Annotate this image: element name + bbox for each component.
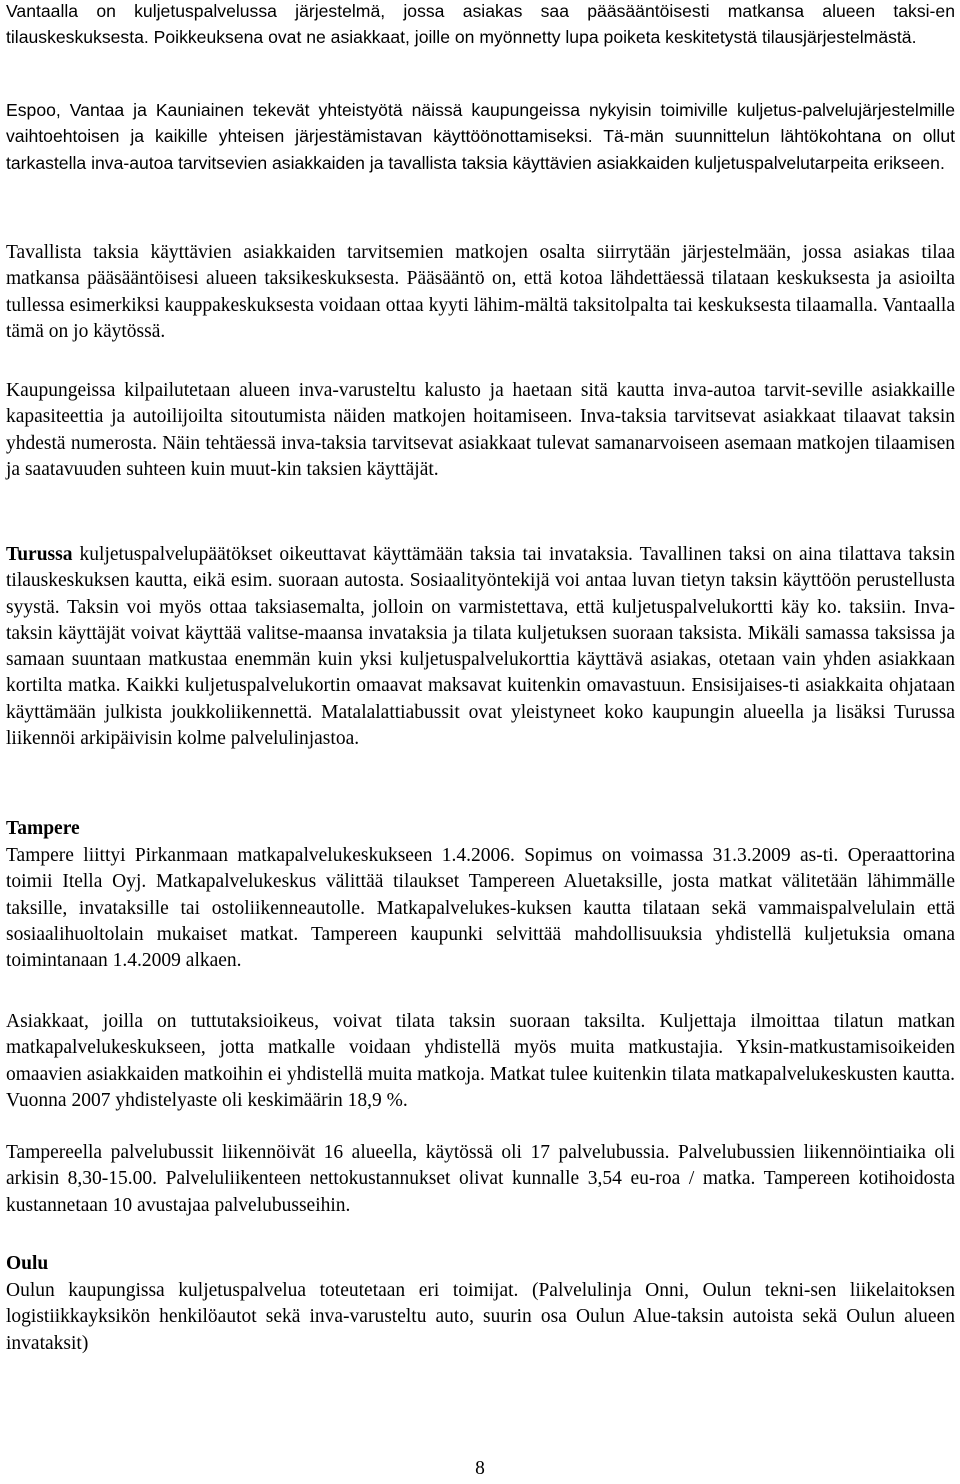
paragraph-tampere-2: Asiakkaat, joilla on tuttutaksioikeus, voivat tilata taksin suoraan taksilta. Kuljettaja ilmoittaa tilatun matkan matkapalvelukeskukseen, jotta matkalle voidaan yhdistellä myös muita matkustajia. Yksin-matkustamisoikeiden omaavien asiakkaiden matkoihin ei yhdistellä muita matkoja. Matkat tulee kuitenkin tilata matkapalvelukeskusten kautta. Vuonna 2007 yhdistelyaste oli keskimäärin 18,9 %. [6, 1011, 955, 1111]
paragraph-turku [6, 542, 955, 752]
page-number: 8 [475, 1458, 485, 1479]
paragraph-espoo-vantaa-kauniainen: Espoo, Vantaa ja Kauniainen tekevät yhteistyötä näissä kaupungeissa nykyisin toimiville kuljetus-palvelujärjestelmille vaihtoehtoisen ja kaikille yhteisen järjestämistavan käyttöönottamiseksi. Tä-män suunnittelun lähtökohtana on ollut tarkastella inva-autoa tarvitsevien asiakkaiden ja tavallista taksia käyttävien asiakkaiden kuljetuspalvelutarpeita erikseen. [6, 100, 955, 173]
oulu-heading: Oulu [6, 1253, 49, 1274]
paragraph-oulu: Oulun kaupungissa kuljetuspalvelua toteutetaan eri toimijat. (Palvelulinja Onni, Oulun tekni-sen liikelaitoksen logistiikkayksikön henkilöautot sekä inva-varusteltu auto, suurin osa Oulun Alue-taksin autoista sekä Oulun alueen invataksit) [6, 1280, 955, 1354]
turku-heading: Turussa [6, 544, 73, 565]
paragraph-inva-taxi: Kaupungeissa kilpailutetaan alueen inva-varusteltu kalusto ja haetaan sitä kautta inva-autoa tarvit-seville asiakkaille kapasiteettia ja autoilijoilta sitoutumista näiden matkojen hoitamiseen. Inva-taksia tarvitsevat asiakkaat tilaavat taksin yhdestä numerosta. Näin tehtäessä inva-taksia tarvitsevat asiakkaat tulevat samanarvoiseen asemaan matkojen tilaamisen ja saatavuuden suhteen kuin muut-kin taksien käyttäjät. [6, 380, 955, 480]
turku-text: kuljetuspalvelupäätökset oikeuttavat käyttämään taksia tai invataksia. Tavallinen taksi on aina tilattava taksin tilauskeskuksen kautta, eikä esim. suoraan autosta. Sosiaalityöntekijä voi antaa luvan tietyn taksin käyttöön perustellusta syystä. Taksin voi myös ottaa taksiasemalta, jolloin on varmistettava, että kuljetuspalvelukortti käy ko. taksiin. Inva-taksin käyttäjät voivat käyttää valitse-maansa invataksia ja tilata kuljetuksen suoraan taksista. Mikäli samassa taksissa ja samaan suuntaan matkustaa enemmän kuin yksi kuljetuspalvelukorttia käyttävä asiakas, otetaan vain yhden asiakkaan kortilta matka. Kaikki kuljetuspalvelukortin omaavat maksavat kuitenkin omavastuun. Ensisijaises-ti asiakkaita ohjataan käyttämään julkista joukkoliikennettä. Matalalattiabussit ovat yleistyneet koko kaupungin alueella ja lisäksi Turussa liikennöi arkipäivisin kolme palvelulinjastoa. [6, 544, 955, 750]
paragraph-vantaa-intro: Vantaalla on kuljetuspalvelussa järjestelmä, jossa asiakas saa pääsääntöisesti matkansa alueen taksi-en tilauskeskuksesta. Poikkeuksena ovat ne asiakkaat, joille on myönnetty lupa poiketa keskitetystä tilausjärjestelmästä. [6, 1, 955, 48]
tampere-heading: Tampere [6, 818, 80, 839]
paragraph-tampere-1: Tampere liittyi Pirkanmaan matkapalvelukeskukseen 1.4.2006. Sopimus on voimassa 31.3.2009 as-ti. Operaattorina toimii Itella Oyj. Matkapalvelukeskus välittää tilaukset Tampereen Aluetaksille, josta matkat välitetään lähimmälle taksille, invataksille tai ostoliikenneautolle. Matkapalvelukes-kuksen kautta tilataan sekä vammaispalvelulain että sosiaalihuoltolain mukaiset matkat. Tampereen kaupunki selvittää mahdollisuuksia yhdistellä kuljetuksia omana toimintanaan 1.4.2009 alkaen. [6, 845, 955, 972]
paragraph-tampere-3: Tampereella palvelubussit liikennöivät 16 alueella, käytössä oli 17 palvelubussia. Palvelubussien liikennöintiaika oli arkisin 8,30-15.00. Palveluliikenteen nettokustannukset olivat kunnalle 3,54 eu-roa / matka. Tampereen kotihoidosta kustannetaan 10 avustajaa palvelubusseihin. [6, 1142, 955, 1216]
paragraph-regular-taxi: Tavallista taksia käyttävien asiakkaiden tarvitsemien matkojen osalta siirrytään järjestelmään, jossa asiakas tilaa matkansa pääsääntöisesi alueen taksikeskuksesta. Pääsääntö on, että kotoa lähdettäessä tilataan keskuksesta ja asioilta tullessa esimerkiksi kauppakeskuksesta voidaan ottaa kyyti lähim-mältä taksitolpalta tai keskuksesta tilaamalla. Vantaalla tämä on jo käytössä. [6, 242, 955, 342]
